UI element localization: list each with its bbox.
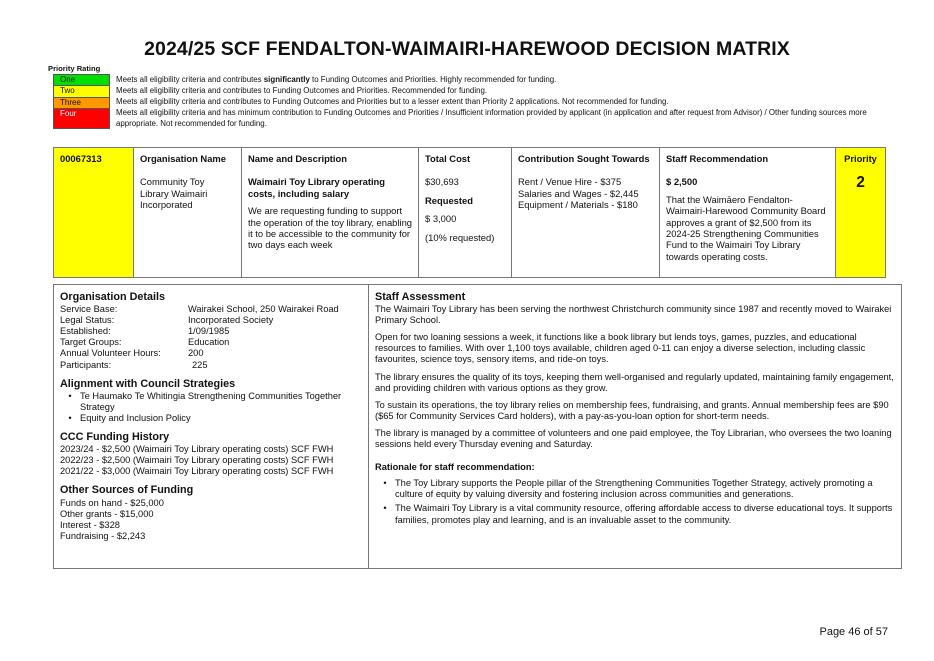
detail-row: Service Base: Wairakei School, 250 Wairakei Road [60,304,339,315]
priority-swatch-two: Two [54,86,110,97]
contribution-item: Rent / Venue Hire - $375 [518,176,622,188]
rationale-item: • The Toy Library supports the People pillar of the Strengthening Communities Together Strategy, actively promoting a culture of equity by valuing diversity and fostering inclusion across communities and generations. [375,478,895,500]
recommendation-text: That the Waimāero Fendalton-Waimairi-Harewood Community Board approves a grant of $2,500 from its 2024-25 Strengthening Communities Fund to the Waimairi Toy Library towards operating costs. [666,193,826,262]
legend-row-one [54,75,885,86]
requested-percent: (10% requested) [425,231,495,243]
assessment-paragraph: The library is managed by a committee of volunteers and one paid employee, the Toy Librarian, who oversees the two loaning sessions held every Thursday evening and Saturday. [375,427,892,450]
rationale-heading: Rationale for staff recommendation: [375,462,535,473]
total-cost-value: $30,693 [425,176,459,188]
priority-swatch-one: One [54,75,110,86]
organisation-name: Community Toy Library Waimairi Incorporated [140,176,208,211]
other-funding-heading: Other Sources of Funding [60,484,194,497]
legend-row-two [54,86,885,97]
application-id-cell [54,148,134,278]
priority-value: 2 [856,174,865,192]
contribution-item: Equipment / Materials - $180 [518,199,638,211]
contribution-cell [512,148,660,278]
priority-swatch-four: Four [54,108,110,129]
recommended-amount: $ 2,500 [666,176,698,188]
application-table [53,147,886,278]
application-id: 00067313 [60,153,102,164]
priority-cell [836,148,886,278]
history-item: 2023/24 - $2,500 (Waimairi Toy Library operating costs) SCF FWH [60,444,334,455]
page-number: Page 46 of 57 [819,626,888,638]
name-description-header: Name and Description [248,153,347,164]
rationale-item: • The Waimairi Toy Library is a vital community resource, offering affordable access to diverse educational toys. It supports families, promotes play and learning, and is an invaluable asset to the community. [375,503,895,525]
bullet-icon: • [68,412,72,423]
alignment-item: • Equity and Inclusion Policy [60,413,362,424]
funding-item: Fundraising - $2,243 [60,530,146,541]
project-title: Waimairi Toy Library operating costs, including salary [248,176,386,199]
project-description: We are requesting funding to support the operation of the toy library, enabling it to be accessible to the community for two days each week [248,205,412,251]
detail-row: Annual Volunteer Hours: 200 [60,348,204,359]
details-panel [53,284,902,569]
legend-text-two: Meets all eligibility criteria and contributes to Funding Outcomes and Priorities. Recommended for funding. [116,85,488,95]
legend-text-four: Meets all eligibility criteria and has minimum contribution to Funding Outcomes and Priorities / Insufficient information provided by applicant (in application and after request from Advisor) / Other funding sources more appropriate. Not recommended for funding. [116,108,867,128]
legend-text-one: Meets all eligibility criteria and contributes significantly to Funding Outcomes and Priorities. Highly recommended for funding. [116,74,557,84]
assessment-paragraph: The library ensures the quality of its toys, keeping them well-organised and regularly updated, maintaining family engagement, and providing children with various options as they grow. [375,371,894,393]
alignment-item: • Te Haumako Te Whitingia Strengthening Communities Together Strategy [60,391,362,413]
detail-row: Participants: 225 [60,359,208,370]
bullet-icon: • [383,478,387,489]
legend-text-three: Meets all eligibility criteria and contributes to Funding Outcomes and Priorities but to a lesser extent than Priority 2 applications. Not recommended for funding. [116,97,669,107]
detail-row: Target Groups: Education [60,337,230,348]
legend-row-three [54,97,885,108]
funding-item: Funds on hand - $25,000 [60,497,164,508]
contribution-header: Contribution Sought Towards [518,153,650,164]
total-cost-cell [419,148,512,278]
organisation-panel [54,285,369,568]
organisation-details-heading: Organisation Details [60,291,165,303]
contribution-item: Salaries and Wages - $2,445 [518,187,639,199]
staff-assessment-heading: Staff Assessment [375,291,466,303]
priority-legend [53,74,885,129]
detail-row: Legal Status: Incorporated Society [60,315,274,326]
organisation-header: Organisation Name [140,153,226,164]
organisation-cell [134,148,242,278]
requested-amount: $ 3,000 [425,213,457,225]
legend-row-four [54,108,885,129]
funding-item: Interest - $328 [60,519,120,530]
requested-label: Requested [425,194,473,206]
assessment-paragraph: To sustain its operations, the toy library relies on membership fees, fundraising, and grants. Annual membership fees are $90 ($65 for Community Services Card holders), with a pay-as-you-loan option for short-term needs. [375,399,889,421]
page-title: 2024/25 SCF FENDALTON-WAIMAIRI-HAREWOOD DECISION MATRIX [144,38,790,60]
alignment-heading: Alignment with Council Strategies [60,377,236,390]
name-description-cell [242,148,419,278]
assessment-paragraph: The Waimairi Toy Library has been serving the northwest Christchurch community since 1987 and recently moved to Wairakei Primary School. [375,304,892,326]
assessment-paragraph: Open for two loaning sessions a week, it functions like a book library but lends toys, games, puzzles, and educational resources to families. With over 1,100 toys available, children aged 0-11 can enjoy a diverse selection, including classic favourites, science toys, sensory items, and ride-on toys. [375,332,866,365]
funding-item: Other grants - $15,000 [60,508,154,519]
detail-row: Established: 1/09/1985 [60,326,230,337]
total-cost-header: Total Cost [425,153,471,164]
staff-recommendation-cell [660,148,836,278]
bullet-icon: • [383,503,387,514]
history-item: 2021/22 - $3,000 (Waimairi Toy Library operating costs) SCF FWH [60,466,334,477]
priority-swatch-three: Three [54,97,110,108]
staff-recommendation-header: Staff Recommendation [666,153,769,164]
history-item: 2022/23 - $2,500 (Waimairi Toy Library operating costs) SCF FWH [60,455,334,466]
staff-assessment-panel [369,285,901,568]
bullet-icon: • [68,390,72,401]
priority-header: Priority [844,153,877,164]
funding-history-heading: CCC Funding History [60,431,170,444]
priority-rating-heading: Priority Rating [48,64,101,73]
